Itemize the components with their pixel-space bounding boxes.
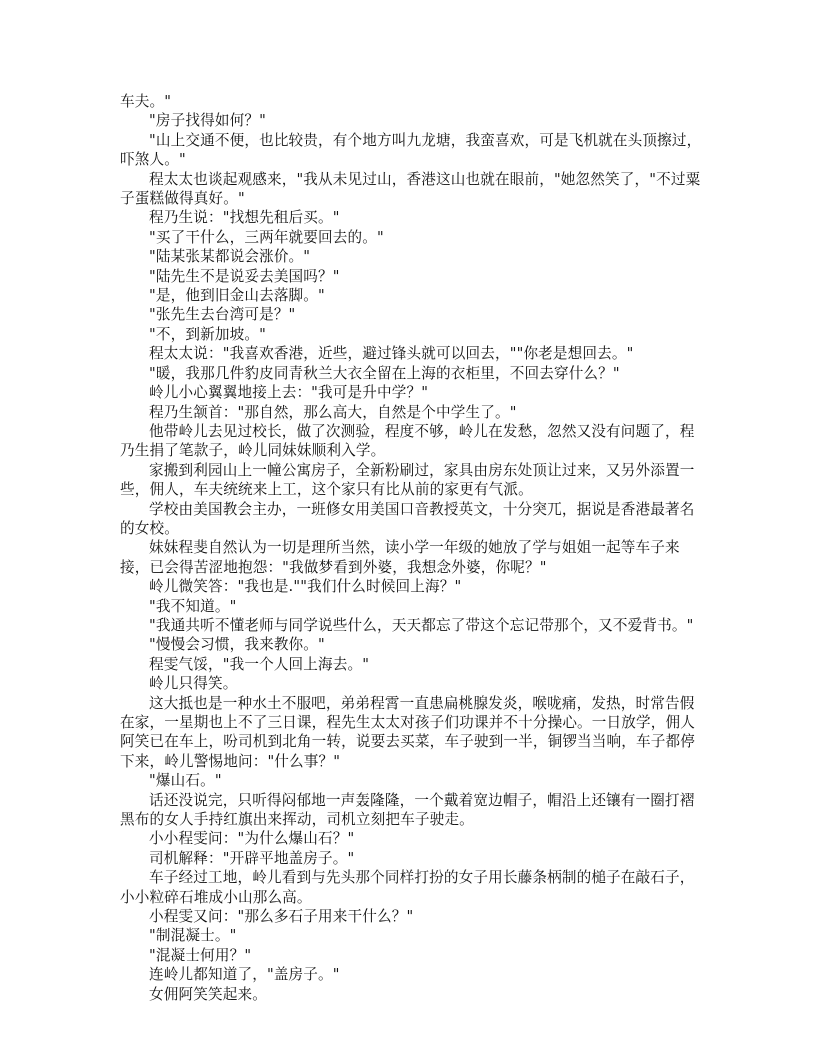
- paragraph: "买了干什么，三两年就要回去的。": [149, 228, 384, 246]
- paragraph: 妹妹程斐自然认为一切是理所当然，读小学一年级的她放了学与姐姐一起等车子来接，已会得苦涩地抱怨："我做梦看到外婆，我想念外婆，你呢？": [120, 539, 680, 576]
- paragraph: 他带岭儿去见过校长，做了次测验，程度不够，岭儿在发愁，忽然又没有问题了，程乃生捐了笔款子，岭儿同妹妹顺利入学。: [120, 422, 695, 460]
- paragraph: "制混凝士。": [149, 927, 237, 945]
- paragraph: 这大抵也是一种水土不服吧，弟弟程霄一直患扁桃腺发炎，喉咙痛，发热，时常告假在家，一星期也上不了三日课，程先生太太对孩子们功课并不十分操心。一日放学，佣人阿笑已在车上，吩司机到北角一转，说要去买菜，车子驶到一半，铜锣当当响，车子都停下来，岭儿警惕地问："什么事？": [120, 694, 696, 770]
- paragraph: 程雯气馁，"我一个人回上海去。": [149, 655, 370, 673]
- paragraph: "陆某张某都说会涨价。": [149, 248, 311, 266]
- paragraph: 程乃生说："找想先租后买。": [149, 209, 340, 227]
- paragraph: 岭儿只得笑。: [149, 675, 238, 693]
- paragraph: 小小程雯问："为什么爆山石？": [149, 830, 355, 848]
- paragraph: "陆先生不是说妥去美国吗？": [149, 267, 340, 285]
- paragraph: 车子经过工地，岭儿看到与先头那个同样打扮的女子用长藤条柄制的槌子在敲石子，小小粒碎石堆成小山那么高。: [120, 869, 695, 906]
- paragraph: 岭儿微笑答："我也是.""我们什么时候回上海？": [149, 578, 462, 596]
- paragraph: 车夫。": [120, 93, 172, 110]
- paragraph: "山上交通不便，也比较贵，有个地方叫九龙塘，我蛮喜欢，可是飞机就在头顶擦过，吓煞人。": [120, 131, 702, 169]
- paragraph: "慢慢会习惯，我来教你。": [149, 636, 325, 654]
- paragraph: 程太太也谈起观感来，"我从未见过山，香港这山也就在眼前，"她忽然笑了，"不过粟子蛋糕做得真好。": [120, 170, 701, 208]
- paragraph: "张先生去台湾可是？": [149, 306, 296, 324]
- paragraph: 司机解释："开辟平地盖房子。": [149, 849, 355, 867]
- paragraph: 话还没说完，只听得闷郁地一声轰隆隆，一个戴着宽边帽子，帽沿上还镶有一圈打褶黑布的女人手持红旗出来挥动，司机立刻把车子驶走。: [120, 791, 695, 829]
- paragraph: "暖，我那几件豹皮同青秋兰大衣全留在上海的衣柜里，不回去穿什么？": [149, 364, 620, 382]
- paragraph: 小程雯又问："那么多石子用来干什么？": [149, 908, 414, 926]
- paragraph: 程太太说："我喜欢香港，近些，避过锋头就可以回去，""你老是想回去。": [149, 345, 634, 363]
- paragraph: "我通共听不懂老师与同学说些什么，天天都忘了带这个忘记带那个，又不爱背书。": [149, 616, 694, 634]
- paragraph: 学校由美国教会主办，一班修女用美国口音教授英文，十分突兀，据说是香港最著名的女校。: [120, 500, 695, 537]
- document-page: [120, 92, 708, 1004]
- paragraph: "混凝士何用？": [149, 946, 252, 964]
- paragraph: 家搬到利园山上一幢公寓房子，全新粉刷过，家具由房东处顶让过来，又另外添置一些，佣人，车夫统统来上工，这个家只有比从前的家更有气派。: [120, 461, 695, 499]
- paragraph: 连岭儿都知道了，"盖房子。": [149, 966, 340, 984]
- paragraph: "房子找得如何？": [149, 112, 266, 130]
- paragraph: "是，他到旧金山去落脚。": [149, 287, 325, 305]
- paragraph: 女佣阿笑笑起来。: [149, 985, 267, 1003]
- paragraph: 岭儿小心翼翼地接上去："我可是升中学？": [149, 384, 429, 402]
- paragraph: 程乃生颔首："那自然，那么高大，自然是个中学生了。": [149, 403, 517, 421]
- paragraph: "爆山石。": [149, 772, 222, 790]
- paragraph: "不，到新加坡。": [149, 325, 266, 343]
- paragraph: "我不知道。": [149, 597, 237, 615]
